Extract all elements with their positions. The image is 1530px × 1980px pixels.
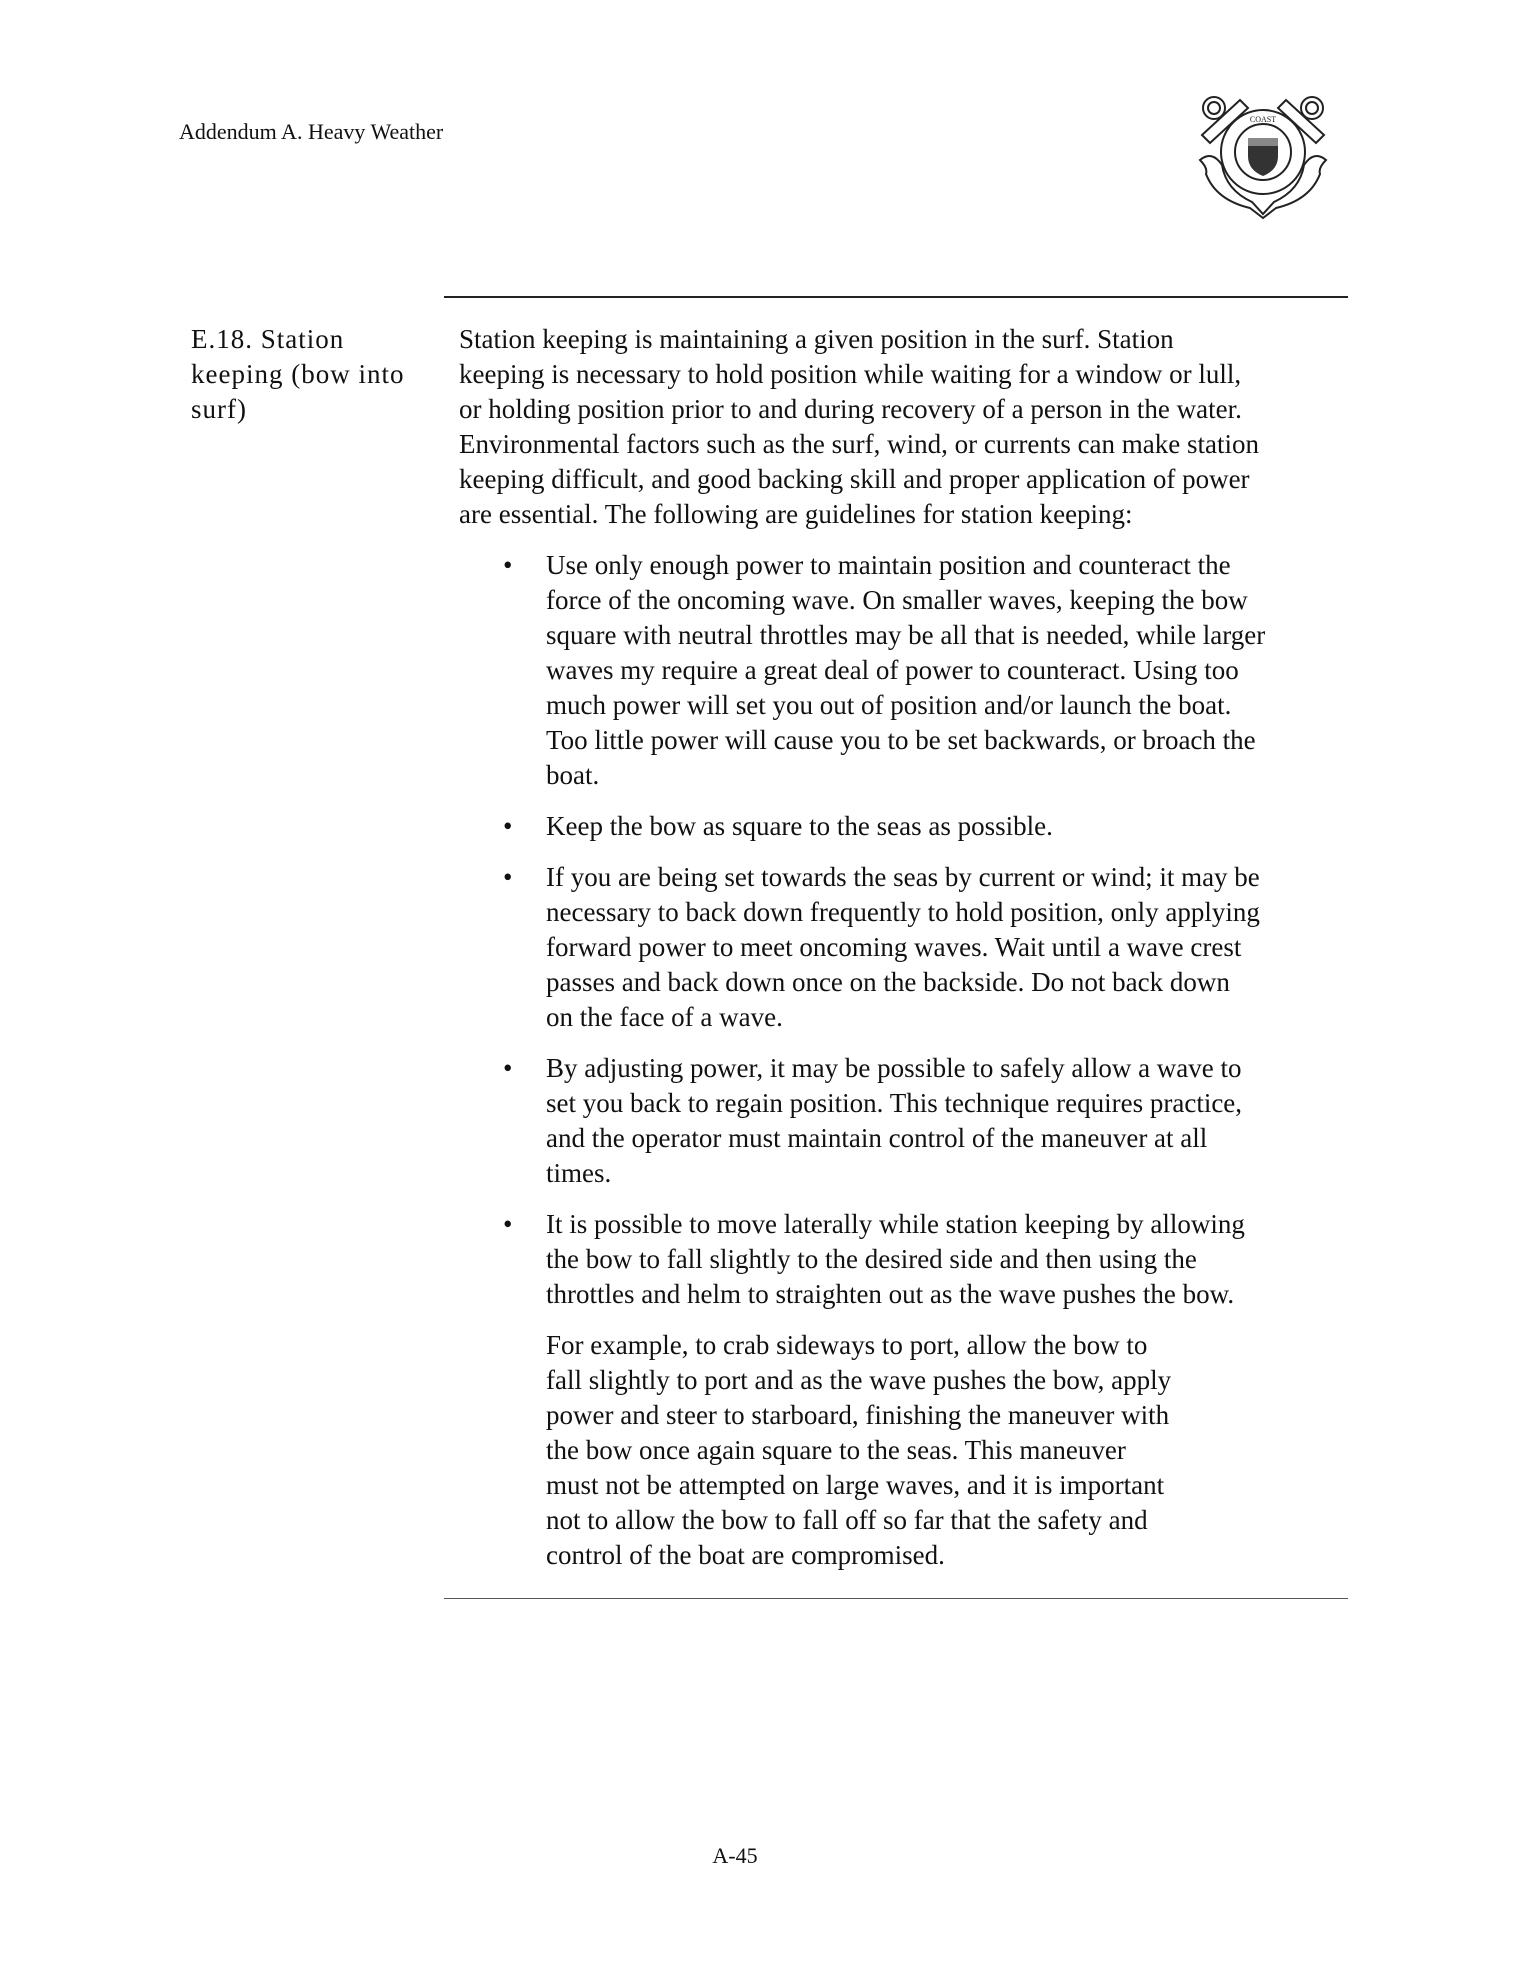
intro-paragraph: [459, 322, 1359, 532]
text-line: not to allow the bow to fall off so far that the safety and: [546, 1505, 1148, 1535]
text-line: Keep the bow as square to the seas as possible.: [546, 811, 1053, 841]
text-line: For example, to crab sideways to port, allow the bow to: [546, 1330, 1148, 1360]
section-heading: [191, 322, 431, 427]
bullet-item: [459, 809, 1359, 844]
text-line: Environmental factors such as the surf, wind, or currents can make station: [459, 429, 1260, 459]
text-line: throttles and helm to straighten out as the wave pushes the bow.: [546, 1279, 1235, 1309]
text-line: Too little power will cause you to be set backwards, or broach the: [546, 725, 1256, 755]
bullet-item: [459, 548, 1359, 793]
text-line: Station keeping is maintaining a given position in the surf. Station: [459, 324, 1174, 354]
text-line: and the operator must maintain control of the maneuver at all: [546, 1123, 1208, 1153]
text-line: keeping is necessary to hold position while waiting for a window or lull,: [459, 359, 1242, 389]
text-line: are essential. The following are guidelines for station keeping:: [459, 499, 1133, 529]
heading-line: surf): [191, 394, 247, 424]
text-line: passes and back down once on the backside. Do not back down: [546, 967, 1230, 997]
text-line: or holding position prior to and during recovery of a person in the water.: [459, 394, 1242, 424]
bullet-icon: •: [503, 862, 513, 892]
bullet-item: [459, 860, 1359, 1035]
section-top-rule: [444, 296, 1348, 298]
running-header: Addendum A. Heavy Weather: [179, 119, 444, 144]
bullet-icon: •: [503, 1053, 513, 1083]
text-line: keeping difficult, and good backing skill and proper application of power: [459, 464, 1250, 494]
text-line: necessary to back down frequently to hold position, only applying: [546, 897, 1260, 927]
text-line: on the face of a wave.: [546, 1002, 783, 1032]
text-line: square with neutral throttles may be all that is needed, while larger: [546, 620, 1266, 650]
text-line: It is possible to move laterally while station keeping by allowing: [546, 1209, 1245, 1239]
text-line: times.: [546, 1158, 612, 1188]
text-line: the bow once again square to the seas. This maneuver: [546, 1435, 1126, 1465]
bullet-icon: •: [503, 1209, 513, 1239]
text-line: fall slightly to port and as the wave pushes the bow, apply: [546, 1365, 1172, 1395]
bullet-item: [459, 1051, 1359, 1191]
text-line: control of the boat are compromised.: [546, 1540, 945, 1570]
text-line: forward power to meet oncoming waves. Wait until a wave crest: [546, 932, 1242, 962]
bullet-item: [459, 1207, 1359, 1312]
heading-line: E.18. Station: [191, 324, 345, 354]
text-line: the bow to fall slightly to the desired side and then using the: [546, 1244, 1197, 1274]
heading-line: keeping (bow into: [191, 359, 405, 389]
text-line: must not be attempted on large waves, and it is important: [546, 1470, 1165, 1500]
example-paragraph: [459, 1328, 1359, 1573]
text-line: force of the oncoming wave. On smaller waves, keeping the bow: [546, 585, 1248, 615]
text-line: Use only enough power to maintain position and counteract the: [546, 550, 1231, 580]
text-line: much power will set you out of position and/or launch the boat.: [546, 690, 1232, 720]
text-line: If you are being set towards the seas by current or wind; it may be: [546, 862, 1260, 892]
section-body: [459, 322, 1359, 1589]
section-bottom-rule: [444, 1598, 1348, 1599]
text-line: boat.: [546, 760, 600, 790]
page-number: A-45: [712, 1843, 758, 1868]
text-line: waves my require a great deal of power to counteract. Using too: [546, 655, 1239, 685]
text-line: By adjusting power, it may be possible to safely allow a wave to: [546, 1053, 1242, 1083]
coast-guard-emblem-logo: [1192, 90, 1334, 220]
text-line: set you back to regain position. This technique requires practice,: [546, 1088, 1243, 1118]
bullet-icon: •: [503, 550, 513, 580]
bullet-icon: •: [503, 811, 513, 841]
svg-text:COAST: COAST: [1249, 115, 1277, 124]
text-line: power and steer to starboard, finishing the maneuver with: [546, 1400, 1170, 1430]
